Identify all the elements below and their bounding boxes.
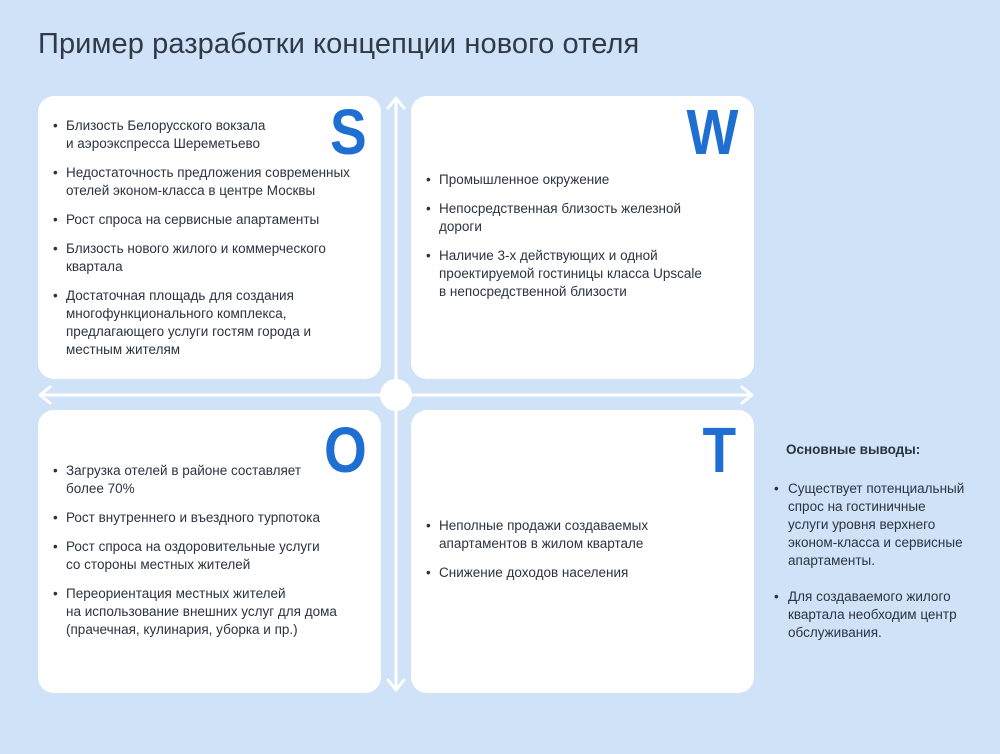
axes-center-circle bbox=[380, 379, 412, 411]
quadrant-weaknesses bbox=[411, 96, 754, 379]
list-item: • Недостаточность предложения современных отелей эконом-класса в центре Москвы bbox=[53, 164, 371, 200]
list-item: • Снижение доходов населения bbox=[426, 564, 744, 582]
quadrant-opportunities bbox=[38, 410, 381, 693]
list-item: • Рост спроса на сервисные апартаменты bbox=[53, 211, 371, 229]
strengths-list bbox=[53, 117, 371, 370]
list-item: • Непосредственная близость железной дороги bbox=[426, 200, 744, 236]
list-item: • Загрузка отелей в районе составляет более 70% bbox=[53, 462, 371, 498]
page-title: Пример разработки концепции нового отеля bbox=[38, 28, 640, 60]
list-item: • Существует потенциальный спрос на гостиничные услуги уровня верхнего эконом-класса и сервисные апартаменты. bbox=[774, 480, 984, 570]
list-item: • Близость Белорусского вокзала и аэроэкспресса Шереметьево bbox=[53, 117, 371, 153]
list-item: • Близость нового жилого и коммерческого квартала bbox=[53, 240, 371, 276]
conclusions-panel bbox=[774, 442, 984, 660]
conclusions-list bbox=[774, 480, 984, 642]
quadrant-letter-o: O bbox=[324, 414, 367, 486]
opportunities-list bbox=[53, 462, 371, 650]
quadrant-strengths bbox=[38, 96, 381, 379]
list-item: • Неполные продажи создаваемых апартаментов в жилом квартале bbox=[426, 517, 744, 553]
quadrant-letter-s: S bbox=[330, 96, 367, 168]
quadrant-letter-t: T bbox=[702, 414, 736, 486]
quadrant-threats bbox=[411, 410, 754, 693]
quadrant-letter-w: W bbox=[686, 96, 738, 168]
list-item: • Наличие 3-х действующих и одной проектируемой гостиницы класса Upscale в непосредственной близости bbox=[426, 247, 744, 301]
list-item: • Рост внутреннего и въездного турпотока bbox=[53, 509, 371, 527]
weaknesses-list bbox=[426, 171, 744, 312]
list-item: • Переориентация местных жителей на использование внешних услуг для дома (прачечная, кулинария, уборка и пр.) bbox=[53, 585, 371, 639]
threats-list bbox=[426, 517, 744, 593]
list-item: • Промышленное окружение bbox=[426, 171, 744, 189]
list-item: • Достаточная площадь для создания многофункционального комплекса, предлагающего услуги гостям города и местным жителям bbox=[53, 287, 371, 359]
list-item: • Рост спроса на оздоровительные услуги со стороны местных жителей bbox=[53, 538, 371, 574]
list-item: • Для создаваемого жилого квартала необходим центр обслуживания. bbox=[774, 588, 984, 642]
conclusions-title: Основные выводы: bbox=[786, 442, 921, 457]
